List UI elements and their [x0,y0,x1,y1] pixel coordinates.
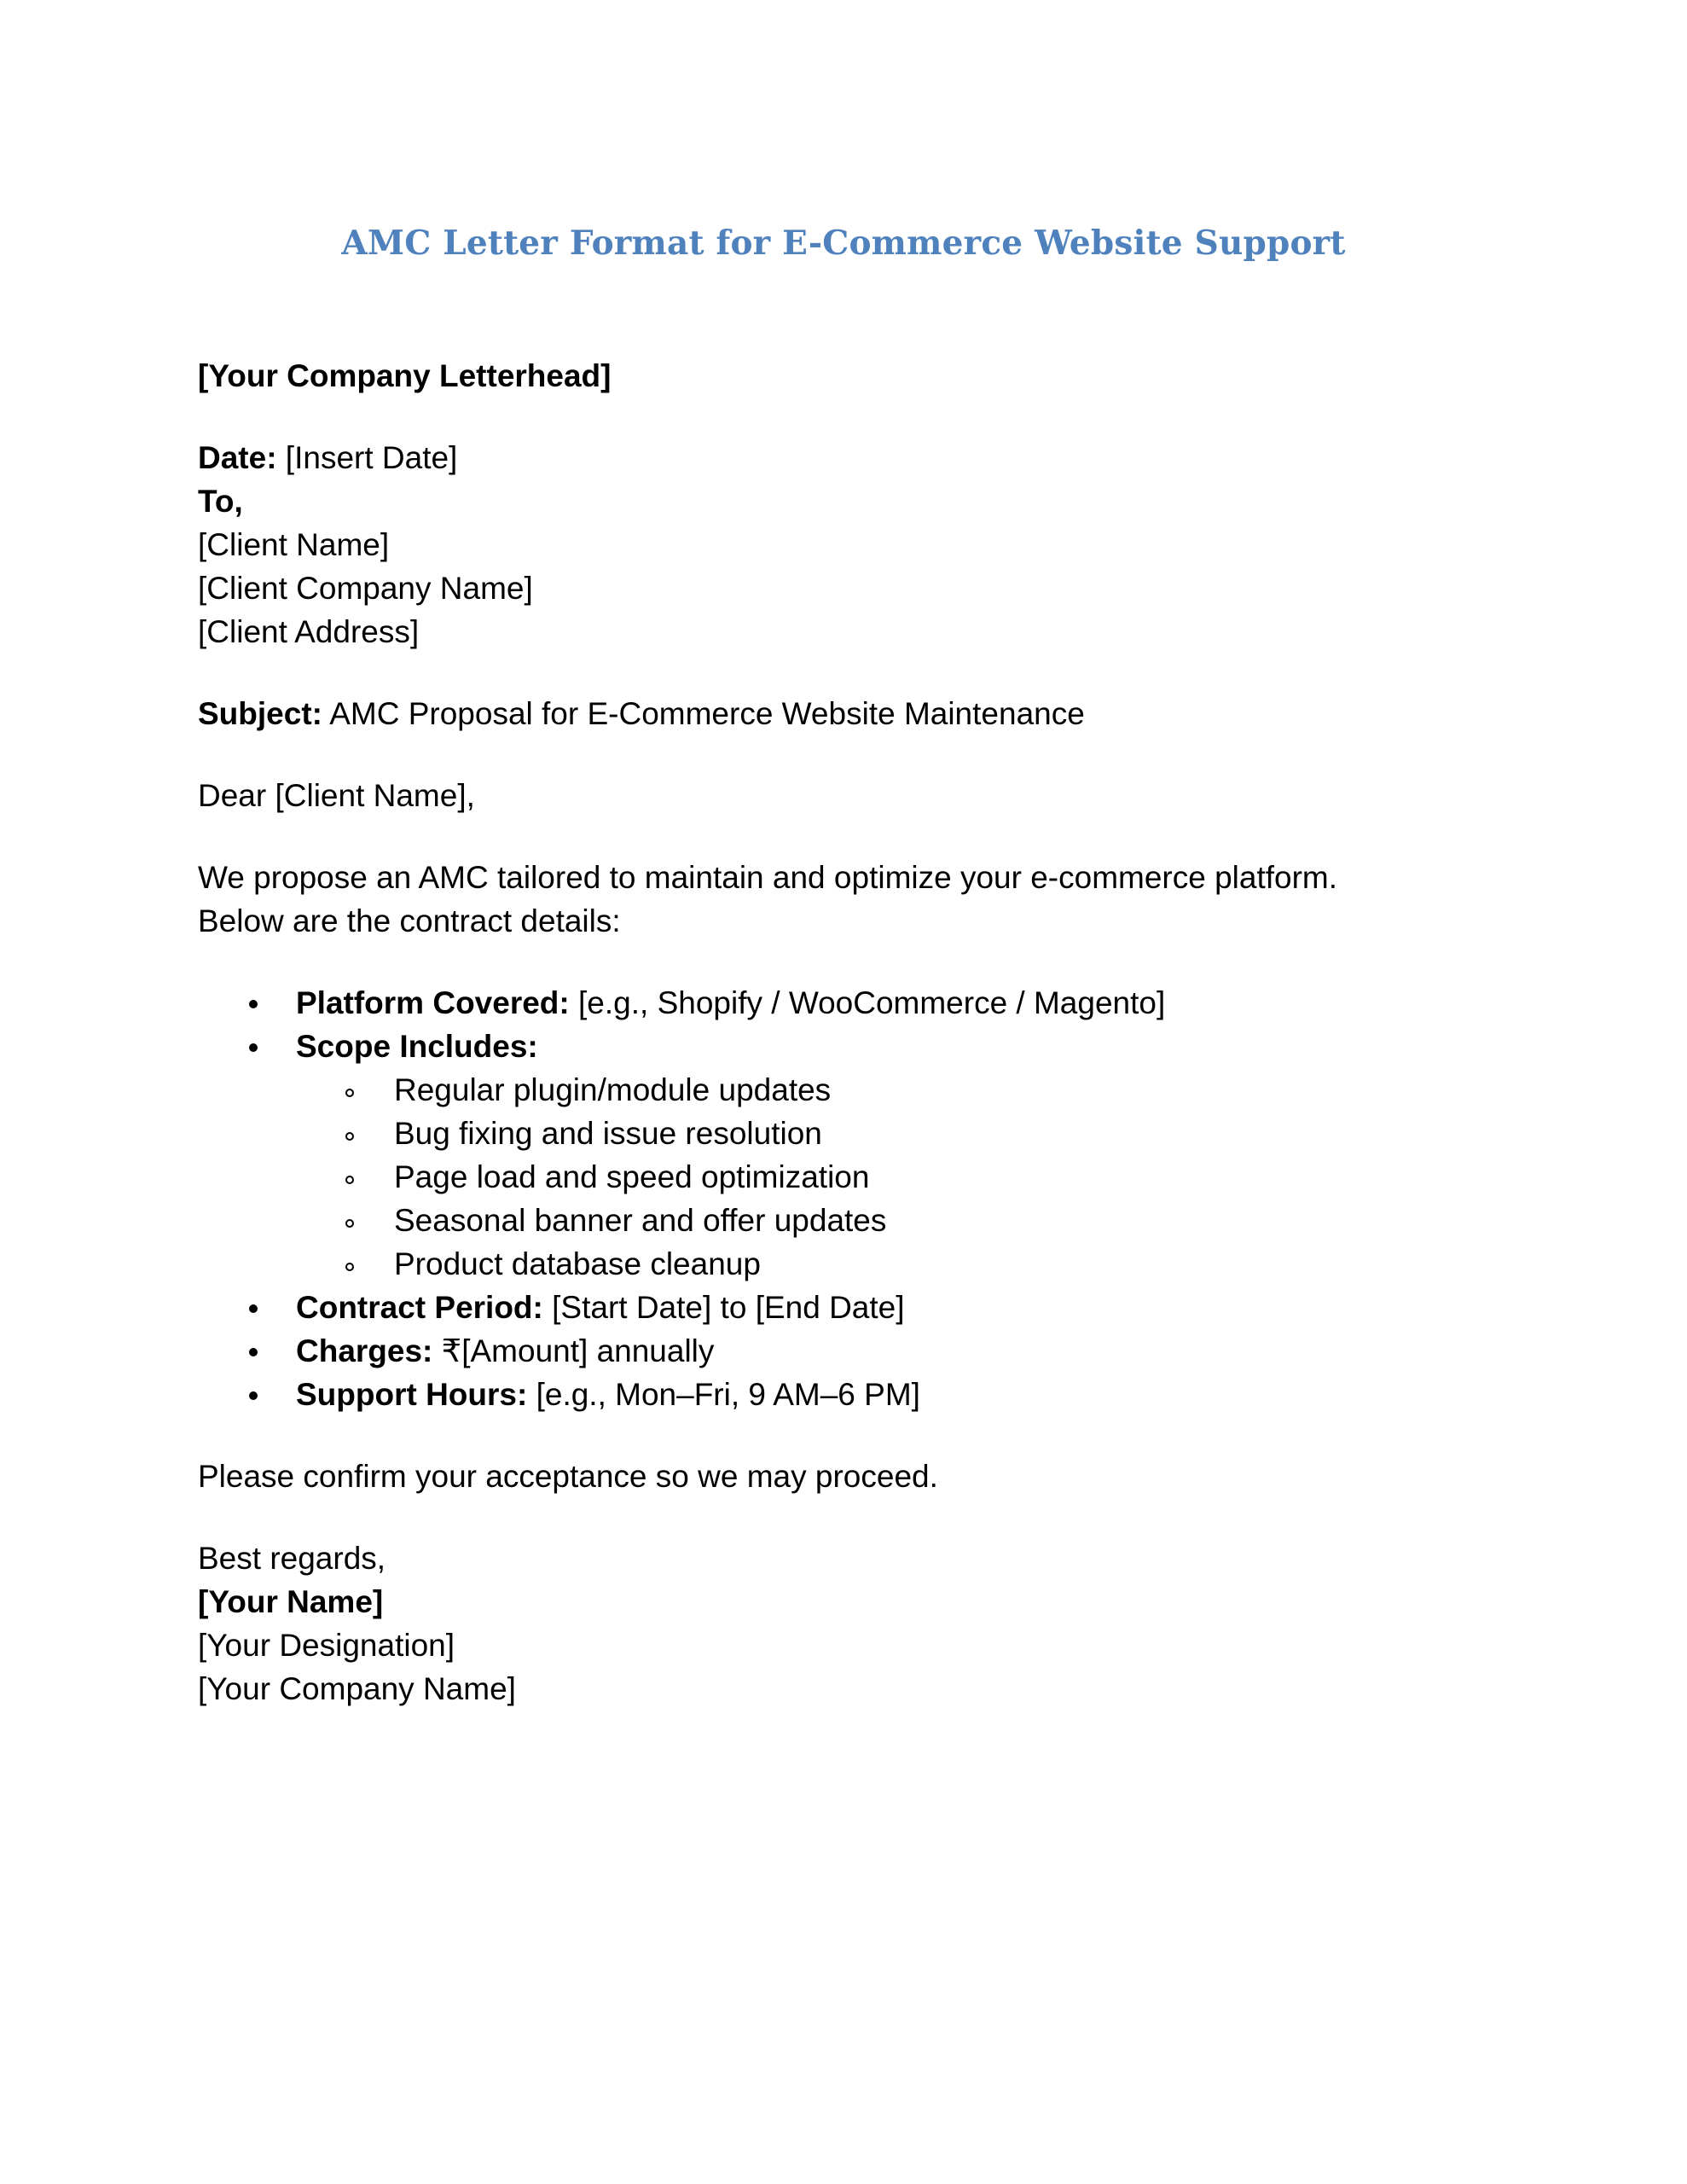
hollow-bullet-icon [345,1263,354,1271]
subject-label: Subject: [198,696,322,731]
scope-item [296,1242,1520,1286]
period-label: Contract Period: [296,1290,543,1325]
bullet-icon [249,1000,258,1008]
charges-label: Charges: [296,1333,433,1368]
intro-line-1: We propose an AMC tailored to maintain and optimize your e-commerce platform. [198,860,1338,895]
client-name: [Client Name] [198,527,390,562]
hours-value: [e.g., Mon–Fri, 9 AM–6 PM] [527,1377,920,1412]
bullet-icon [249,1043,258,1052]
sign-off: Best regards, [198,1541,386,1576]
salutation: Dear [Client Name], [198,778,475,813]
scope-item-text: Page load and speed optimization [394,1159,870,1194]
client-address: [Client Address] [198,614,420,649]
scope-item [296,1112,1520,1155]
scope-item-text: Regular plugin/module updates [394,1072,832,1107]
hollow-bullet-icon [345,1132,354,1141]
hollow-bullet-icon [345,1219,354,1228]
charges-value: ₹[Amount] annually [432,1333,715,1368]
signer-company: [Your Company Name] [198,1671,516,1706]
scope-item-text: Product database cleanup [394,1246,761,1281]
signer-name: [Your Name] [198,1584,384,1619]
to-label: To, [198,484,243,519]
scope-sublist [296,1068,1520,1286]
letter-body [198,354,1520,1711]
scope-label: Scope Includes: [296,1029,538,1064]
scope-item [296,1068,1520,1112]
list-item-hours [198,1373,1520,1416]
date-line [198,436,1520,479]
document-title: AMC Letter Format for E-Commerce Website Support [341,224,1346,263]
period-value: [Start Date] to [End Date] [542,1290,905,1325]
list-item-platform [198,981,1520,1025]
closing-request: Please confirm your acceptance so we may proceed. [198,1459,938,1494]
client-company: [Client Company Name] [198,571,533,606]
date-value: [Insert Date] [276,440,458,475]
subject-value: AMC Proposal for E-Commerce Website Maintenance [322,696,1085,731]
bullet-icon [249,1304,258,1313]
letterhead: [Your Company Letterhead] [198,358,612,393]
list-item-charges [198,1329,1520,1373]
hollow-bullet-icon [345,1089,354,1097]
scope-item-text: Seasonal banner and offer updates [394,1203,887,1238]
hollow-bullet-icon [345,1176,354,1184]
platform-value: [e.g., Shopify / WooCommerce / Magento] [569,985,1166,1020]
scope-item-text: Bug fixing and issue resolution [394,1116,822,1151]
scope-item [296,1199,1520,1242]
bullet-icon [249,1391,258,1400]
intro-line-2: Below are the contract details: [198,903,621,938]
contract-details-list [198,981,1520,1416]
list-item-period [198,1286,1520,1329]
hours-label: Support Hours: [296,1377,528,1412]
subject-line [198,692,1520,735]
list-item-scope [198,1025,1520,1286]
bullet-icon [249,1348,258,1356]
date-label: Date: [198,440,277,475]
signer-designation: [Your Designation] [198,1628,455,1663]
platform-label: Platform Covered: [296,985,570,1020]
scope-item [296,1155,1520,1199]
